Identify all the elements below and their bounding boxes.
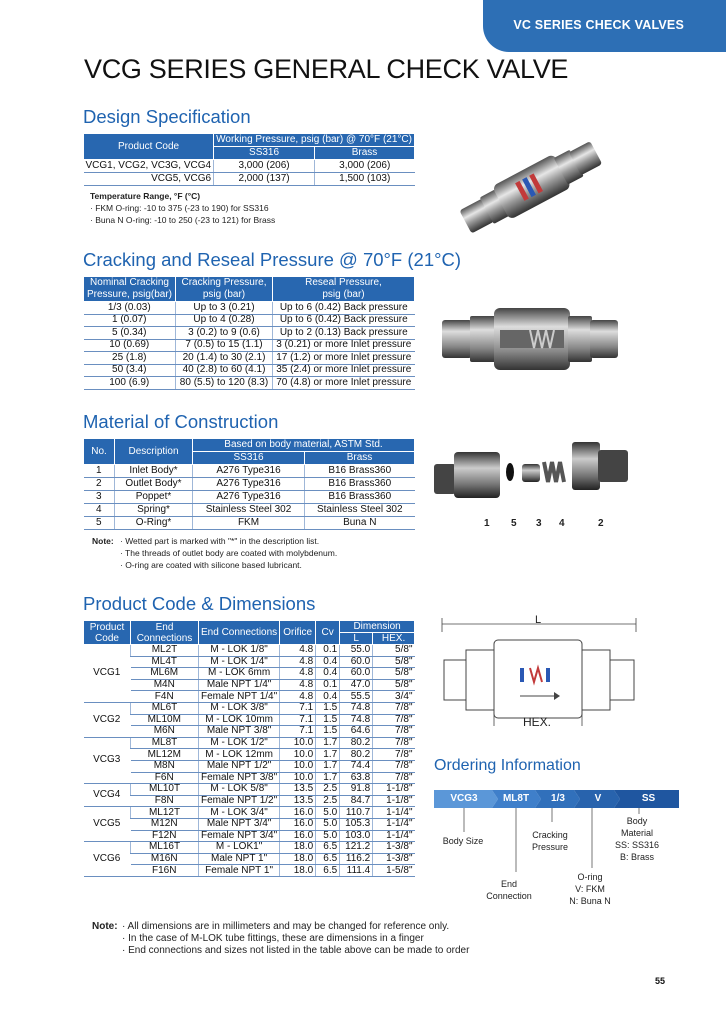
table-cell: Male NPT 1" bbox=[199, 853, 280, 865]
table-cell: 2.5 bbox=[316, 795, 340, 807]
table-cell: 80 (5.5) to 120 (8.3) bbox=[176, 377, 273, 390]
table-cell: VCG5, VCG6 bbox=[84, 173, 214, 186]
cracking-rows bbox=[84, 302, 415, 390]
table-cell: 1.7 bbox=[316, 749, 340, 761]
ordering-segment: VCG3 bbox=[450, 793, 478, 804]
table-cell: A276 Type316 bbox=[193, 465, 305, 478]
table-cell: ML4T bbox=[131, 656, 199, 668]
table-cell: ML8T bbox=[131, 737, 199, 749]
table-cell: Female NPT 1/2" bbox=[199, 795, 280, 807]
col-brass: Brass bbox=[305, 452, 415, 465]
col-reseal: Reseal Pressure, psig (bar) bbox=[273, 277, 415, 302]
table-cell: 3,000 (206) bbox=[314, 160, 414, 173]
table-cell: 20 (1.4) to 30 (2.1) bbox=[176, 352, 273, 365]
table-row bbox=[84, 772, 415, 784]
table-cell: F8N bbox=[131, 795, 199, 807]
table-cell: 74.8 bbox=[340, 714, 373, 726]
table-cell: FKM bbox=[193, 517, 305, 530]
table-cell: Spring* bbox=[115, 504, 193, 517]
table-cell: M - LOK 12mm bbox=[199, 749, 280, 761]
table-cell: 7.1 bbox=[280, 714, 316, 726]
dimensions-table bbox=[83, 620, 415, 877]
table-cell: Stainless Steel 302 bbox=[305, 504, 415, 517]
table-cell: 7/8" bbox=[373, 726, 415, 738]
table-cell: ML12M bbox=[131, 749, 199, 761]
table-cell: 1.7 bbox=[316, 772, 340, 784]
table-cell: 25 (1.8) bbox=[84, 352, 176, 365]
col-l: L bbox=[340, 633, 373, 645]
table-cell: F12N bbox=[131, 830, 199, 842]
table-cell: ML16T bbox=[131, 842, 199, 854]
table-cell: 3,000 (206) bbox=[214, 160, 315, 173]
table-cell: 1-1/4" bbox=[373, 818, 415, 830]
part-number: 1 bbox=[484, 518, 490, 529]
drawing-label-l: L bbox=[535, 614, 542, 626]
table-cell: Stainless Steel 302 bbox=[193, 504, 305, 517]
table-cell: 103.0 bbox=[340, 830, 373, 842]
table-cell: 1-1/4" bbox=[373, 807, 415, 819]
table-cell: 84.7 bbox=[340, 795, 373, 807]
table-cell: 70 (4.8) or more Inlet pressure bbox=[273, 377, 415, 390]
table-row bbox=[84, 645, 415, 657]
col-product-code: Product Code bbox=[84, 621, 131, 645]
col-based: Based on body material, ASTM Std. bbox=[193, 439, 415, 452]
table-row bbox=[84, 795, 415, 807]
table-cell: 74.4 bbox=[340, 760, 373, 772]
table-cell: 7/8" bbox=[373, 737, 415, 749]
table-cell: 5/8" bbox=[373, 668, 415, 680]
table-cell: 64.6 bbox=[340, 726, 373, 738]
table-cell: 16.0 bbox=[280, 818, 316, 830]
table-cell: 60.0 bbox=[340, 668, 373, 680]
col-hex: HEX. bbox=[373, 633, 415, 645]
drawing-label-hex: HEX. bbox=[523, 715, 552, 729]
temp-line: · Buna N O-ring: -10 to 250 (-23 to 121) for Brass bbox=[90, 215, 276, 225]
table-cell: 1-1/8" bbox=[373, 795, 415, 807]
table-cell: M4N bbox=[131, 679, 199, 691]
table-cell: 80.2 bbox=[340, 749, 373, 761]
table-cell: 91.8 bbox=[340, 784, 373, 796]
note-line: · Wetted part is marked with "*" in the description list. bbox=[120, 536, 320, 546]
table-cell: ML10M bbox=[131, 714, 199, 726]
table-cell: M - LOK 10mm bbox=[199, 714, 280, 726]
table-row bbox=[84, 504, 415, 517]
table-cell: Male NPT 3/8" bbox=[199, 726, 280, 738]
col-brass: Brass bbox=[314, 147, 414, 160]
table-cell: 6.5 bbox=[316, 853, 340, 865]
table-cell: 4.8 bbox=[280, 691, 316, 703]
table-cell: 63.8 bbox=[340, 772, 373, 784]
table-row bbox=[84, 830, 415, 842]
page-number: 55 bbox=[655, 976, 666, 986]
table-cell: 0.1 bbox=[316, 679, 340, 691]
table-cell: Outlet Body* bbox=[115, 478, 193, 491]
table-cell: M - LOK 1/4" bbox=[199, 656, 280, 668]
table-cell: ML6M bbox=[131, 668, 199, 680]
col-ss316: SS316 bbox=[193, 452, 305, 465]
valve-cutaway-image bbox=[440, 298, 620, 380]
table-cell: 47.0 bbox=[340, 679, 373, 691]
design-table bbox=[83, 133, 415, 186]
table-cell: 5/8" bbox=[373, 656, 415, 668]
table-cell: 7/8" bbox=[373, 749, 415, 761]
heading-dimensions: Product Code & Dimensions bbox=[83, 593, 316, 614]
col-end-connections: End Connections bbox=[131, 621, 199, 645]
dimension-drawing-image bbox=[436, 612, 640, 730]
label-body-material: Body Material SS: SS316 B: Brass bbox=[614, 816, 660, 862]
table-cell: 18.0 bbox=[280, 865, 316, 877]
table-cell: 0.4 bbox=[316, 691, 340, 703]
table-cell: 3 bbox=[84, 491, 115, 504]
table-cell: 35 (2.4) or more Inlet pressure bbox=[273, 364, 415, 377]
table-cell: 6.5 bbox=[316, 842, 340, 854]
table-cell: 18.0 bbox=[280, 853, 316, 865]
table-cell: 1,500 (103) bbox=[314, 173, 414, 186]
label-oring: O-ring V: FKM N: Buna N bbox=[569, 872, 611, 906]
table-cell: 116.2 bbox=[340, 853, 373, 865]
label-body-size: Body Size bbox=[442, 836, 484, 846]
ordering-segment: V bbox=[594, 793, 602, 804]
part-number: 5 bbox=[511, 518, 517, 529]
table-cell: 1-1/4" bbox=[373, 830, 415, 842]
table-row bbox=[84, 702, 415, 714]
table-cell: 3 (0.21) or more Inlet pressure bbox=[273, 339, 415, 352]
table-cell: 5 bbox=[84, 517, 115, 530]
table-cell: VCG1, VCG2, VC3G, VCG4 bbox=[84, 160, 214, 173]
table-cell: 13.5 bbox=[280, 784, 316, 796]
table-cell: Up to 2 (0.13) Back pressure bbox=[273, 327, 415, 340]
table-row bbox=[84, 737, 415, 749]
ordering-segment: ML8T bbox=[502, 793, 530, 804]
table-cell: 110.7 bbox=[340, 807, 373, 819]
table-cell: B16 Brass360 bbox=[305, 478, 415, 491]
table-row bbox=[84, 691, 415, 703]
table-cell: 105.3 bbox=[340, 818, 373, 830]
table-row bbox=[84, 352, 415, 365]
table-cell: 7/8" bbox=[373, 760, 415, 772]
table-row bbox=[84, 339, 415, 352]
table-cell: 0.1 bbox=[316, 645, 340, 657]
table-cell: 6.5 bbox=[316, 865, 340, 877]
table-cell: M - LOK 5/8" bbox=[199, 784, 280, 796]
table-cell: 7.1 bbox=[280, 726, 316, 738]
table-row bbox=[84, 784, 415, 796]
note-line: · The threads of outlet body are coated with molybdenum. bbox=[120, 548, 338, 558]
table-row bbox=[84, 517, 415, 530]
table-cell: Inlet Body* bbox=[115, 465, 193, 478]
table-cell: 0.4 bbox=[316, 668, 340, 680]
table-row bbox=[84, 314, 415, 327]
table-cell: 80.2 bbox=[340, 737, 373, 749]
table-cell: 10.0 bbox=[280, 760, 316, 772]
ordering-bar bbox=[434, 790, 679, 808]
dimension-rows bbox=[84, 645, 415, 877]
table-cell: 1.7 bbox=[316, 737, 340, 749]
table-cell: M6N bbox=[131, 726, 199, 738]
table-cell: B16 Brass360 bbox=[305, 491, 415, 504]
part-number: 2 bbox=[598, 518, 604, 529]
exploded-parts-image bbox=[432, 432, 632, 512]
table-cell: 13.5 bbox=[280, 795, 316, 807]
table-cell: 3/4" bbox=[373, 691, 415, 703]
table-cell: 4.8 bbox=[280, 679, 316, 691]
col-product-code: Product Code bbox=[84, 134, 214, 160]
ordering-segment: 1/3 bbox=[551, 793, 565, 804]
table-cell: 1.5 bbox=[316, 726, 340, 738]
table-cell: 4 bbox=[84, 504, 115, 517]
table-cell: 74.8 bbox=[340, 702, 373, 714]
table-cell: 10 (0.69) bbox=[84, 339, 176, 352]
table-row bbox=[84, 853, 415, 865]
table-cell: 1 bbox=[84, 465, 115, 478]
table-cell: 10.0 bbox=[280, 737, 316, 749]
table-cell: A276 Type316 bbox=[193, 491, 305, 504]
table-cell: Male NPT 3/4" bbox=[199, 818, 280, 830]
table-cell: 5.0 bbox=[316, 830, 340, 842]
table-cell: M - LOK1" bbox=[199, 842, 280, 854]
table-cell: 4.8 bbox=[280, 645, 316, 657]
table-cell: 3 (0.2) to 9 (0.6) bbox=[176, 327, 273, 340]
table-cell: 1-3/8" bbox=[373, 853, 415, 865]
table-cell: 10.0 bbox=[280, 749, 316, 761]
table-cell: 1.5 bbox=[316, 714, 340, 726]
table-cell: F6N bbox=[131, 772, 199, 784]
table-cell: 60.0 bbox=[340, 656, 373, 668]
table-cell: Up to 3 (0.21) bbox=[176, 302, 273, 315]
table-cell: O-Ring* bbox=[115, 517, 193, 530]
table-cell: 40 (2.8) to 60 (4.1) bbox=[176, 364, 273, 377]
cell-product-code: VCG5 bbox=[84, 807, 131, 842]
table-row bbox=[84, 818, 415, 830]
col-cracking: Cracking Pressure, psig (bar) bbox=[176, 277, 273, 302]
table-cell: 2,000 (137) bbox=[214, 173, 315, 186]
table-cell: M - LOK 1/8" bbox=[199, 645, 280, 657]
table-cell: Up to 6 (0.42) Back pressure bbox=[273, 302, 415, 315]
table-cell: Male NPT 1/4" bbox=[199, 679, 280, 691]
col-working-pressure: Working Pressure, psig (bar) @ 70°F (21°C) bbox=[214, 134, 415, 147]
table-cell: Female NPT 3/4" bbox=[199, 830, 280, 842]
table-row bbox=[84, 656, 415, 668]
col-description: Description bbox=[115, 439, 193, 465]
table-cell: M12N bbox=[131, 818, 199, 830]
col-nominal: Nominal Cracking Pressure, psig(bar) bbox=[84, 277, 176, 302]
note-label: Note: bbox=[92, 921, 118, 932]
table-row bbox=[84, 865, 415, 877]
table-row bbox=[84, 377, 415, 390]
col-no: No. bbox=[84, 439, 115, 465]
table-cell: 121.2 bbox=[340, 842, 373, 854]
col-ss316: SS316 bbox=[214, 147, 315, 160]
table-cell: 4.8 bbox=[280, 656, 316, 668]
table-cell: M16N bbox=[131, 853, 199, 865]
table-cell: Male NPT 1/2" bbox=[199, 760, 280, 772]
table-cell: Poppet* bbox=[115, 491, 193, 504]
table-cell: 1/3 (0.03) bbox=[84, 302, 176, 315]
table-cell: 5/8" bbox=[373, 679, 415, 691]
col-orifice: Orifice bbox=[280, 621, 316, 645]
page-title: VCG SERIES GENERAL CHECK VALVE bbox=[84, 54, 569, 84]
table-row bbox=[84, 491, 415, 504]
table-row bbox=[84, 668, 415, 680]
heading-design: Design Specification bbox=[83, 106, 251, 127]
table-cell: B16 Brass360 bbox=[305, 465, 415, 478]
table-cell: Female NPT 1" bbox=[199, 865, 280, 877]
table-row bbox=[84, 173, 415, 186]
table-cell: A276 Type316 bbox=[193, 478, 305, 491]
table-cell: Female NPT 1/4" bbox=[199, 691, 280, 703]
cell-product-code: VCG4 bbox=[84, 784, 131, 807]
temp-range bbox=[90, 190, 275, 226]
table-cell: F16N bbox=[131, 865, 199, 877]
table-row bbox=[84, 679, 415, 691]
table-cell: 5.0 bbox=[316, 807, 340, 819]
table-cell: 1-3/8" bbox=[373, 842, 415, 854]
table-row bbox=[84, 842, 415, 854]
section-tab bbox=[483, 0, 726, 52]
table-cell: M8N bbox=[131, 760, 199, 772]
heading-material: Material of Construction bbox=[83, 411, 279, 432]
table-cell: 7 (0.5) to 15 (1.1) bbox=[176, 339, 273, 352]
table-cell: 1.7 bbox=[316, 760, 340, 772]
design-rows bbox=[84, 160, 415, 186]
note-line: · In the case of M-LOK tube fittings, these are dimensions in a finger bbox=[122, 933, 424, 944]
material-table bbox=[83, 438, 415, 530]
part-number: 4 bbox=[559, 518, 565, 529]
table-cell: 100 (6.9) bbox=[84, 377, 176, 390]
table-cell: 1-1/8" bbox=[373, 784, 415, 796]
table-cell: 16.0 bbox=[280, 807, 316, 819]
note-line: · O-ring are coated with silicone based lubricant. bbox=[120, 560, 302, 570]
table-cell: 1.5 bbox=[316, 702, 340, 714]
table-cell: 55.0 bbox=[340, 645, 373, 657]
temp-line: · FKM O-ring: -10 to 375 (-23 to 190) for SS316 bbox=[90, 203, 269, 213]
ordering-segment: SS bbox=[641, 793, 656, 804]
table-cell: M - LOK 1/2" bbox=[199, 737, 280, 749]
table-cell: ML6T bbox=[131, 702, 199, 714]
cell-product-code: VCG2 bbox=[84, 702, 131, 737]
table-row bbox=[84, 478, 415, 491]
table-cell: 5/8" bbox=[373, 645, 415, 657]
temp-title: Temperature Range, °F (°C) bbox=[90, 191, 201, 201]
material-rows bbox=[84, 465, 415, 530]
note-label: Note: bbox=[92, 536, 114, 546]
heading-ordering: Ordering Information bbox=[434, 757, 581, 774]
table-cell: 17 (1.2) or more Inlet pressure bbox=[273, 352, 415, 365]
table-cell: M - LOK 3/8" bbox=[199, 702, 280, 714]
col-dimension: Dimension bbox=[340, 621, 415, 633]
table-cell: Up to 6 (0.42) Back pressure bbox=[273, 314, 415, 327]
table-cell: 16.0 bbox=[280, 830, 316, 842]
table-cell: 1 (0.07) bbox=[84, 314, 176, 327]
table-row bbox=[84, 160, 415, 173]
cell-product-code: VCG6 bbox=[84, 842, 131, 877]
table-cell: 7.1 bbox=[280, 702, 316, 714]
table-cell: 2.5 bbox=[316, 784, 340, 796]
table-cell: Female NPT 3/8" bbox=[199, 772, 280, 784]
table-cell: 7/8" bbox=[373, 714, 415, 726]
note-line: · End connections and sizes not listed in the table above can be made to order bbox=[122, 945, 470, 956]
table-cell: 10.0 bbox=[280, 772, 316, 784]
table-row bbox=[84, 364, 415, 377]
table-cell: 1-5/8" bbox=[373, 865, 415, 877]
note-line: · All dimensions are in millimeters and may be changed for reference only. bbox=[122, 921, 450, 932]
col-cv: Cv bbox=[316, 621, 340, 645]
table-cell: ML2T bbox=[131, 645, 199, 657]
table-cell: 4.8 bbox=[280, 668, 316, 680]
table-cell: M - LOK 6mm bbox=[199, 668, 280, 680]
table-cell: 7/8" bbox=[373, 772, 415, 784]
table-row bbox=[84, 726, 415, 738]
heading-cracking: Cracking and Reseal Pressure @ 70°F (21°C) bbox=[83, 249, 462, 270]
table-row bbox=[84, 465, 415, 478]
table-row bbox=[84, 327, 415, 340]
table-row bbox=[84, 302, 415, 315]
label-end-connection: End Connection bbox=[486, 879, 532, 901]
table-cell: 55.5 bbox=[340, 691, 373, 703]
table-cell: 0.4 bbox=[316, 656, 340, 668]
table-cell: 111.4 bbox=[340, 865, 373, 877]
table-cell: 2 bbox=[84, 478, 115, 491]
table-row bbox=[84, 714, 415, 726]
col-end-connection-desc: End Connections bbox=[199, 621, 280, 645]
table-row bbox=[84, 760, 415, 772]
table-cell: 5.0 bbox=[316, 818, 340, 830]
table-cell: 50 (3.4) bbox=[84, 364, 176, 377]
table-cell: M - LOK 3/4" bbox=[199, 807, 280, 819]
table-cell: F4N bbox=[131, 691, 199, 703]
cracking-table bbox=[83, 276, 415, 390]
section-tab-label: VC SERIES CHECK VALVES bbox=[513, 18, 684, 32]
table-cell: ML12T bbox=[131, 807, 199, 819]
part-number: 3 bbox=[536, 518, 542, 529]
table-cell: ML10T bbox=[131, 784, 199, 796]
table-cell: Up to 4 (0.28) bbox=[176, 314, 273, 327]
table-cell: Buna N bbox=[305, 517, 415, 530]
cell-product-code: VCG3 bbox=[84, 737, 131, 783]
table-cell: 7/8" bbox=[373, 702, 415, 714]
table-row bbox=[84, 807, 415, 819]
table-row bbox=[84, 749, 415, 761]
label-cracking: Cracking Pressure bbox=[531, 830, 568, 852]
table-cell: 18.0 bbox=[280, 842, 316, 854]
cell-product-code: VCG1 bbox=[84, 645, 131, 703]
valve-photo-image bbox=[440, 135, 620, 245]
table-cell: 5 (0.34) bbox=[84, 327, 176, 340]
